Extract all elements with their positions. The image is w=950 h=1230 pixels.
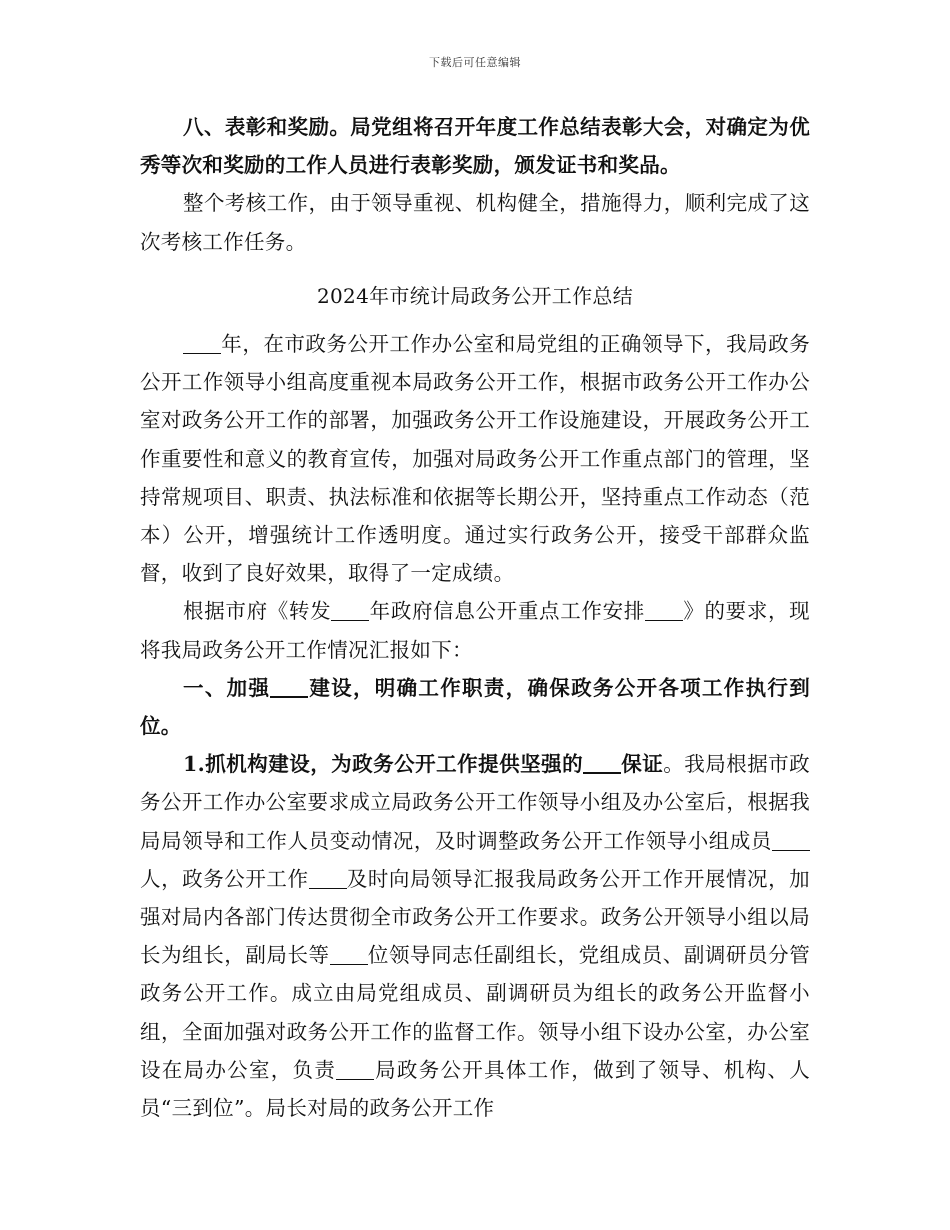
blank-line xyxy=(645,600,683,622)
blank-line xyxy=(336,1058,374,1080)
organization-text-2: 人，政务公开工作 xyxy=(140,866,309,891)
organization-text-3: 及时向局领导汇报我局政务公开工作开展情况，加强对局内各部门传达贯彻全市政务公开工作要求。政务公开领导小组以局长为组长，副局长等 xyxy=(140,866,810,968)
paragraph-intro-text: 年，在市政务公开工作办公室和局党组的正确领导下，我局政务公开工作领导小组高度重视本局政务公开工作，根据市政务公开工作办公室对政务公开工作的部署，加强政务公开工作设施建设，开展政务公开工作重要性和意义的教育宣传，加强对局政务公开工作重点部门的管理，坚持常规项目、职责、执法标准和依据等长期公开，坚持重点工作动态（范本）公开，增强统计工作透明度。通过实行政务公开，接受干部群众监督，收到了良好效果，取得了一定成绩。 xyxy=(140,332,810,586)
paragraph-intro xyxy=(140,325,810,592)
blank-line xyxy=(183,333,221,355)
report-basis-text-3: 》的要求，现将我局政务公开工作情况汇报如下： xyxy=(140,599,810,662)
paragraph-assessment-summary: 整个考核工作，由于领导重视、机构健全，措施得力，顺利完成了这次考核工作任务。 xyxy=(140,191,810,254)
paragraph-report-basis xyxy=(140,592,810,668)
subheading-organization-text-2: 保证 xyxy=(621,752,664,777)
document-title: 2024年市统计局政务公开工作总结 xyxy=(317,283,633,308)
paragraph-organization xyxy=(140,745,810,1127)
page-header: 下载后可任意编辑 xyxy=(429,56,521,69)
organization-text-4: 位领导同志任副组长，党组成员、副调研员分管政务公开工作。成立由局党组成员、副调研员为组长的政务公开监督小组，全面加强对政务公开工作的监督工作。领导小组下设办公室，办公室设在局办公室，负责 xyxy=(140,943,810,1082)
subheading-organization-text-1: 1.抓机构建设，为政务公开工作提供坚强的 xyxy=(183,752,584,777)
blank-line xyxy=(331,600,369,622)
organization-text-5: 局政务公开具体工作，做到了领导、机构、人员“三到位”。局长对局的政务公开工作 xyxy=(140,1057,810,1121)
subheading-organization xyxy=(183,752,663,776)
blank-line xyxy=(309,867,347,889)
organization-text-1: 。我局根据市政务公开工作办公室要求成立局政务公开工作领导小组及办公室后，根据我局局领导和工作人员变动情况，及时调整政务公开工作领导小组成员 xyxy=(140,752,810,853)
blank-line xyxy=(583,752,621,775)
blank-line xyxy=(330,944,368,966)
report-basis-text-2: 年政府信息公开重点工作安排 xyxy=(369,599,645,624)
section-heading-1-text-1: 一、加强 xyxy=(183,675,271,700)
paragraph-commendation: 八、表彰和奖励。局党组将召开年度工作总结表彰大会，对确定为优秀等次和奖励的工作人员进行表彰奖励，颁发证书和奖品。 xyxy=(140,115,810,178)
section-heading-1 xyxy=(140,669,810,745)
blank-line xyxy=(270,675,308,698)
report-basis-text-1: 根据市府《转发 xyxy=(183,599,332,624)
blank-line xyxy=(772,829,810,851)
document-body xyxy=(140,108,810,1127)
section-heading-1-text-2: 建设，明确工作职责，确保政务公开各项工作执行到位。 xyxy=(140,675,811,739)
